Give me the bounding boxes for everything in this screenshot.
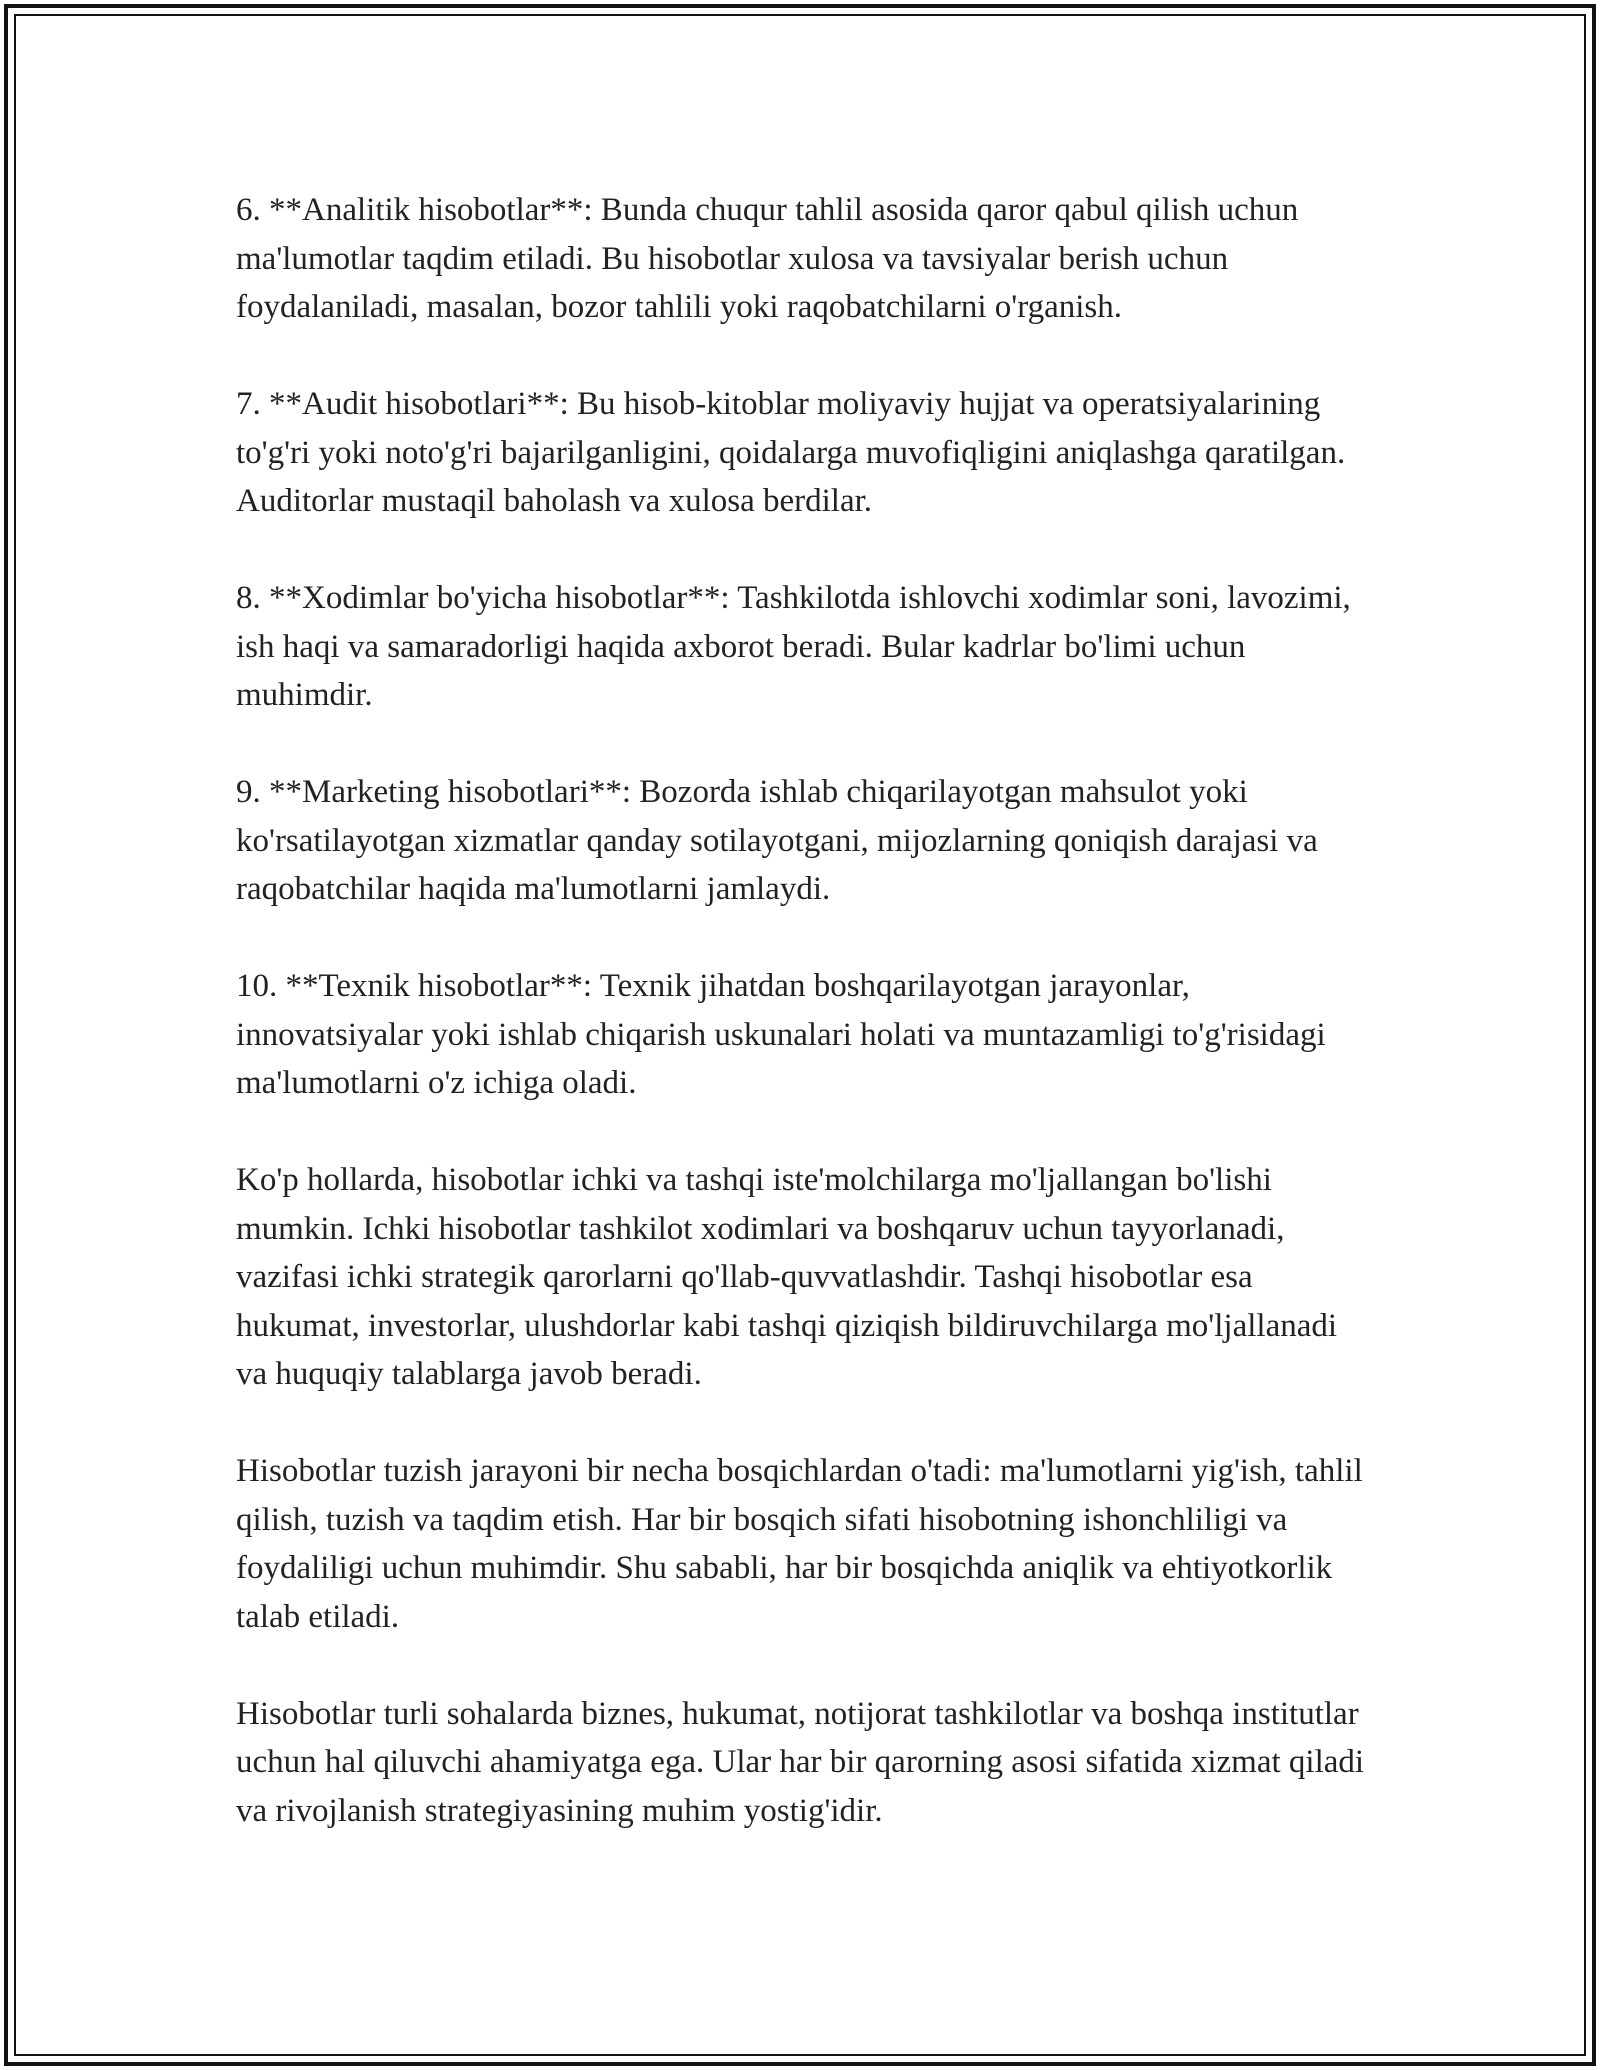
paragraph-texnik-hisobotlar: 10. **Texnik hisobotlar**: Texnik jihatdan boshqarilayotgan jarayonlar, innovatsiyalar yoki ishlab chiqarish uskunalari holati va muntazamligi to'g'risidagi ma'lumotlarni o'z ichiga oladi.: [236, 968, 1326, 1101]
paragraph-ahamiyat: Hisobotlar turli sohalarda biznes, hukumat, notijorat tashkilotlar va boshqa institutlar uchun hal qiluvchi ahamiyatga ega. Ular har bir qarorning asosi sifatida xizmat qiladi va rivojlanish strategiyasining muhim yostig'idir.: [236, 1695, 1365, 1829]
paragraph-analitik-hisobotlar: 6. **Analitik hisobotlar**: Bunda chuqur tahlil asosida qaror qabul qilish uchun ma'lumotlar taqdim etiladi. Bu hisobotlar xulosa va tavsiyalar berish uchun foydalaniladi, masalan, bozor tahlili yoki raqobatchilarni o'rganish.: [236, 192, 1299, 325]
paragraph-tuzish-jarayoni: Hisobotlar tuzish jarayoni bir necha bosqichlardan o'tadi: ma'lumotlarni yig'ish, tahlil qilish, tuzish va taqdim etish. Har bir bosqich sifati hisobotning ishonchliligi va foydaliligi uchun muhimdir. Shu sababli, har bir bosqichda aniqlik va ehtiyotkorlik talab etiladi.: [236, 1453, 1363, 1635]
paragraph-marketing-hisobotlari: 9. **Marketing hisobotlari**: Bozorda ishlab chiqarilayotgan mahsulot yoki ko'rsatilayotgan xizmatlar qanday sotilayotgani, mijozlarning qoniqish darajasi va raqobatchilar haqida ma'lumotlarni jamlaydi.: [236, 774, 1318, 907]
paragraph-audit-hisobotlari: 7. **Audit hisobotlari**: Bu hisob-kitoblar moliyaviy hujjat va operatsiyalarining to'g'ri yoki noto'g'ri bajarilganligini, qoidalarga muvofiqligini aniqlashga qaratilgan. Auditorlar mustaqil baholash va xulosa berdilar.: [236, 386, 1346, 519]
paragraph-ichki-tashqi: Ko'p hollarda, hisobotlar ichki va tashqi iste'molchilarga mo'ljallangan bo'lishi mumkin. Ichki hisobotlar tashkilot xodimlari va boshqaruv uchun tayyorlanadi, vazifasi ichki strategik qarorlarni qo'llab-quvvatlashdir. Tashqi hisobotlar esa hukumat, investorlar, ulushdorlar kabi tashqi qiziqish bildiruvchilarga mo'ljallanadi va huquqiy talablarga javob beradi.: [236, 1162, 1338, 1392]
paragraph-xodimlar-hisobotlar: 8. **Xodimlar bo'yicha hisobotlar**: Tashkilotda ishlovchi xodimlar soni, lavozimi, ish haqi va samaradorligi haqida axborot beradi. Bular kadrlar bo'limi uchun muhimdir.: [236, 580, 1351, 713]
document-body: [236, 186, 1376, 1835]
